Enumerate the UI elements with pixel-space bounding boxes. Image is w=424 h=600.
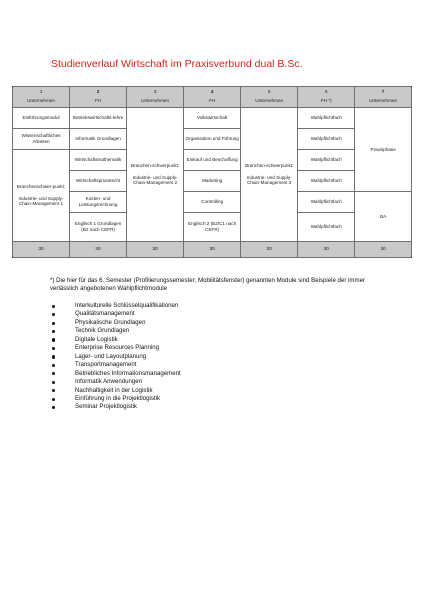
practice-phase-cell: Praxisphase <box>355 108 412 192</box>
list-item: Seminar Projektlogistik <box>52 403 181 411</box>
module-row <box>13 171 412 192</box>
bullet-icon <box>52 347 55 350</box>
list-item: Interkulturelle Schlüsselqualifikationen <box>52 302 181 310</box>
elective-cell: Wahlpflichtfach <box>298 150 355 171</box>
footnote: *) Die hier für das 6. Semester (Profilierungssemester; Mobilitätsfenster) genannten Module sind Beispiele der immer verlässlich angebotenen Wahlpflichtmodule <box>50 277 365 292</box>
credits-cell: 30 <box>70 242 127 258</box>
thesis-cell: BA <box>355 192 412 242</box>
list-item: Betriebliches Informationsmanagement <box>52 370 181 378</box>
module-row <box>13 108 412 129</box>
semester-header: 7 Unternehmen <box>355 87 412 108</box>
module-cell: Einführungsmodul <box>13 108 70 129</box>
semester-header: 1 Unternehmen <box>13 87 70 108</box>
module-cell: Wissenschaftliches Arbeiten <box>13 129 70 150</box>
module-cell: Einkauf und Beschaffung <box>184 150 241 171</box>
module-row <box>13 129 412 150</box>
module-cell: Kosten- und Leistungsrechnung <box>70 192 127 213</box>
elective-cell: Wahlpflichtfach <box>298 213 355 242</box>
list-item: Qualitätsmanagement <box>52 310 181 318</box>
semester-header: 6 FH *) <box>298 87 355 108</box>
module-cell: Informatik Grundlagen <box>70 129 127 150</box>
list-item: Lager- und Layoutplanung <box>52 353 181 361</box>
semester-header: 3 Unternehmen <box>127 87 184 108</box>
bullet-icon <box>52 313 55 316</box>
elective-cell: Wahlpflichtfach <box>298 192 355 213</box>
credits-cell: 30 <box>127 242 184 258</box>
bullet-icon <box>52 381 55 384</box>
bullet-icon <box>52 322 55 325</box>
bullet-icon <box>52 372 55 375</box>
module-cell: Organisation und Führung <box>184 129 241 150</box>
list-item: Informatik Anwendungen <box>52 378 181 386</box>
credits-cell: 30 <box>298 242 355 258</box>
module-cell: Controlling <box>184 192 241 213</box>
module-row <box>13 150 412 171</box>
module-cell: Englisch 2 (B2/C1 nach CEFR) <box>184 213 241 242</box>
elective-cell: Wahlpflichtfach <box>298 108 355 129</box>
credits-row <box>13 242 412 258</box>
credits-cell: 30 <box>184 242 241 258</box>
bullet-icon <box>52 364 55 367</box>
elective-cell: Wahlpflichtfach <box>298 171 355 192</box>
module-row <box>13 213 412 242</box>
credits-cell: 30 <box>355 242 412 258</box>
module-cell: Volkswirtschaft <box>184 108 241 129</box>
semester-header: 5 Unternehmen <box>241 87 298 108</box>
credits-cell: 30 <box>13 242 70 258</box>
bullet-icon <box>52 398 55 401</box>
bullet-icon <box>52 305 55 308</box>
elective-module-list <box>52 302 181 412</box>
study-plan-table <box>12 86 412 258</box>
bullet-icon <box>52 355 55 358</box>
semester-header: 2 FH <box>70 87 127 108</box>
industry-focus-cell: Branchen-schwerpunkt: Industrie- und Supply-Chain-Management 2 <box>127 108 184 242</box>
module-cell: Wirtschaftsprivatrecht <box>70 171 127 192</box>
module-row <box>13 192 412 213</box>
elective-cell: Wahlpflichtfach <box>298 129 355 150</box>
list-item: Enterprise Resources Planning <box>52 344 181 352</box>
list-item: Nachhaltigkeit in der Logistik <box>52 387 181 395</box>
module-cell: Wirtschaftsmathematik <box>70 150 127 171</box>
semester-header-row <box>13 87 412 108</box>
bullet-icon <box>52 389 55 392</box>
industry-focus-cell: Branchenschwer-punkt: Industrie- und Supply-Chain-Management 1 <box>13 150 70 242</box>
semester-header: 4 FH <box>184 87 241 108</box>
module-cell: Englisch 1 Grundlagen (B2 nach CEFR) <box>70 213 127 242</box>
bullet-icon <box>52 330 55 333</box>
module-cell: Marketing <box>184 171 241 192</box>
list-item: Transportmanagement <box>52 361 181 369</box>
list-item: Digitale Logistik <box>52 336 181 344</box>
list-item: Einführung in die Projektlogistik <box>52 395 181 403</box>
bullet-icon <box>52 406 55 409</box>
list-item: Physikalische Grundlagen <box>52 319 181 327</box>
module-cell: Betriebswirtschafts-lehre <box>70 108 127 129</box>
bullet-icon <box>52 338 55 341</box>
credits-cell: 30 <box>241 242 298 258</box>
page-title: Studienverlauf Wirtschaft im Praxisverbund dual B.Sc. <box>51 58 303 70</box>
industry-focus-cell: Branchen-schwerpunkt: Industrie- und Supply-Chain-Management 3 <box>241 108 298 242</box>
list-item: Technik Grundlagen <box>52 327 181 335</box>
